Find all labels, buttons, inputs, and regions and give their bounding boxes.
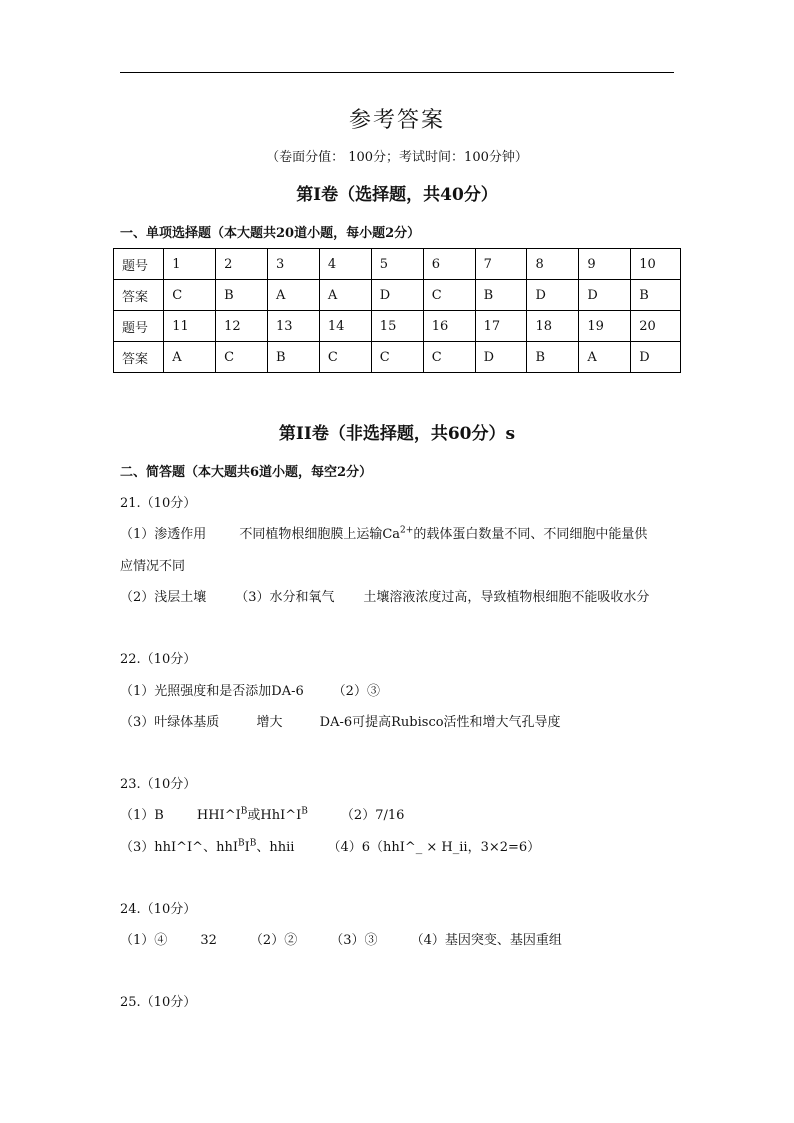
q24-line-1: （1）④ 32 （2）② （3）③ （4）基因突变、基因重组 [120,933,562,948]
table-cell: B [216,280,268,311]
table-cell: 17 [475,311,527,342]
table-cell: 10 [631,249,681,280]
table-cell: D [579,280,631,311]
table-cell: C [319,342,371,373]
table-cell: D [527,280,579,311]
table-cell: A [164,342,216,373]
part1-section-heading: 一、单项选择题（本大题共20道小题，每小题2分） [120,226,421,241]
table-cell: 18 [527,311,579,342]
table-cell: 15 [371,311,423,342]
row-label-cell: 答案 [114,342,164,373]
q21-line-1: （1）渗透作用 不同植物根细胞膜上运输$Ca^{2+}$的载体蛋白数量不同、不同细胞中能量供 [120,525,648,542]
table-cell: 3 [268,249,320,280]
q22-line-2: （3）叶绿体基质 增大 DA-6可提高Rubisco活性和增大气孔导度 [120,715,561,730]
table-cell: C [216,342,268,373]
table-row [114,342,681,373]
table-cell: D [631,342,681,373]
table-cell: C [164,280,216,311]
q21-line-2: 应情况不同 [120,559,186,574]
table-cell: 8 [527,249,579,280]
part1-heading: 第I卷（选择题，共40分） [296,185,498,205]
table-cell: 13 [268,311,320,342]
table-cell: A [319,280,371,311]
table-row [114,280,681,311]
q23-heading: 23.（10分） [120,777,197,792]
table-cell: D [371,280,423,311]
table-cell: C [371,342,423,373]
table-cell: D [475,342,527,373]
table-cell: 11 [164,311,216,342]
q23-line-2: （3）hhI^I^、$hhI^BI^B$、hhii （4）6（hhI^_ × H_ii，3×2=6） [120,838,541,855]
table-cell: 12 [216,311,268,342]
q22-line-1: （1）光照强度和是否添加DA-6 （2）③ [120,684,380,699]
q22-heading: 22.（10分） [120,652,197,667]
row-label-cell: 题号 [114,311,164,342]
exam-info: （卷面分值： 100分；考试时间：100分钟） [266,150,528,165]
table-cell: 7 [475,249,527,280]
table-cell: A [579,342,631,373]
header-rule [120,72,674,73]
q23-line-1: （1）B $HHI\^{}I^B$或$HhI\^{}I^B$ （2）7/16 [120,806,405,823]
row-label-cell: 答案 [114,280,164,311]
table-cell: C [423,280,475,311]
table-cell: B [527,342,579,373]
page-title: 参考答案 [348,108,445,133]
answer-table [113,248,681,373]
table-cell: C [423,342,475,373]
q25-heading: 25.（10分） [120,995,197,1010]
table-row [114,311,681,342]
part2-section-heading: 二、简答题（本大题共6道小题，每空2分） [120,465,373,480]
table-cell: B [268,342,320,373]
table-cell: 9 [579,249,631,280]
table-cell: 14 [319,311,371,342]
table-cell: 19 [579,311,631,342]
table-row [114,249,681,280]
table-cell: B [475,280,527,311]
table-cell: 4 [319,249,371,280]
table-cell: 6 [423,249,475,280]
q21-heading: 21.（10分） [120,496,197,511]
table-cell: 20 [631,311,681,342]
table-cell: 1 [164,249,216,280]
q21-line-3: （2）浅层土壤 （3）水分和氧气 土壤溶液浓度过高，导致植物根细胞不能吸收水分 [120,590,650,605]
table-cell: 2 [216,249,268,280]
table-cell: A [268,280,320,311]
q24-heading: 24.（10分） [120,902,197,917]
part2-heading: 第II卷（非选择题，共60分）s [278,424,516,444]
row-label-cell: 题号 [114,249,164,280]
table-cell: 16 [423,311,475,342]
table-cell: B [631,280,681,311]
table-cell: 5 [371,249,423,280]
